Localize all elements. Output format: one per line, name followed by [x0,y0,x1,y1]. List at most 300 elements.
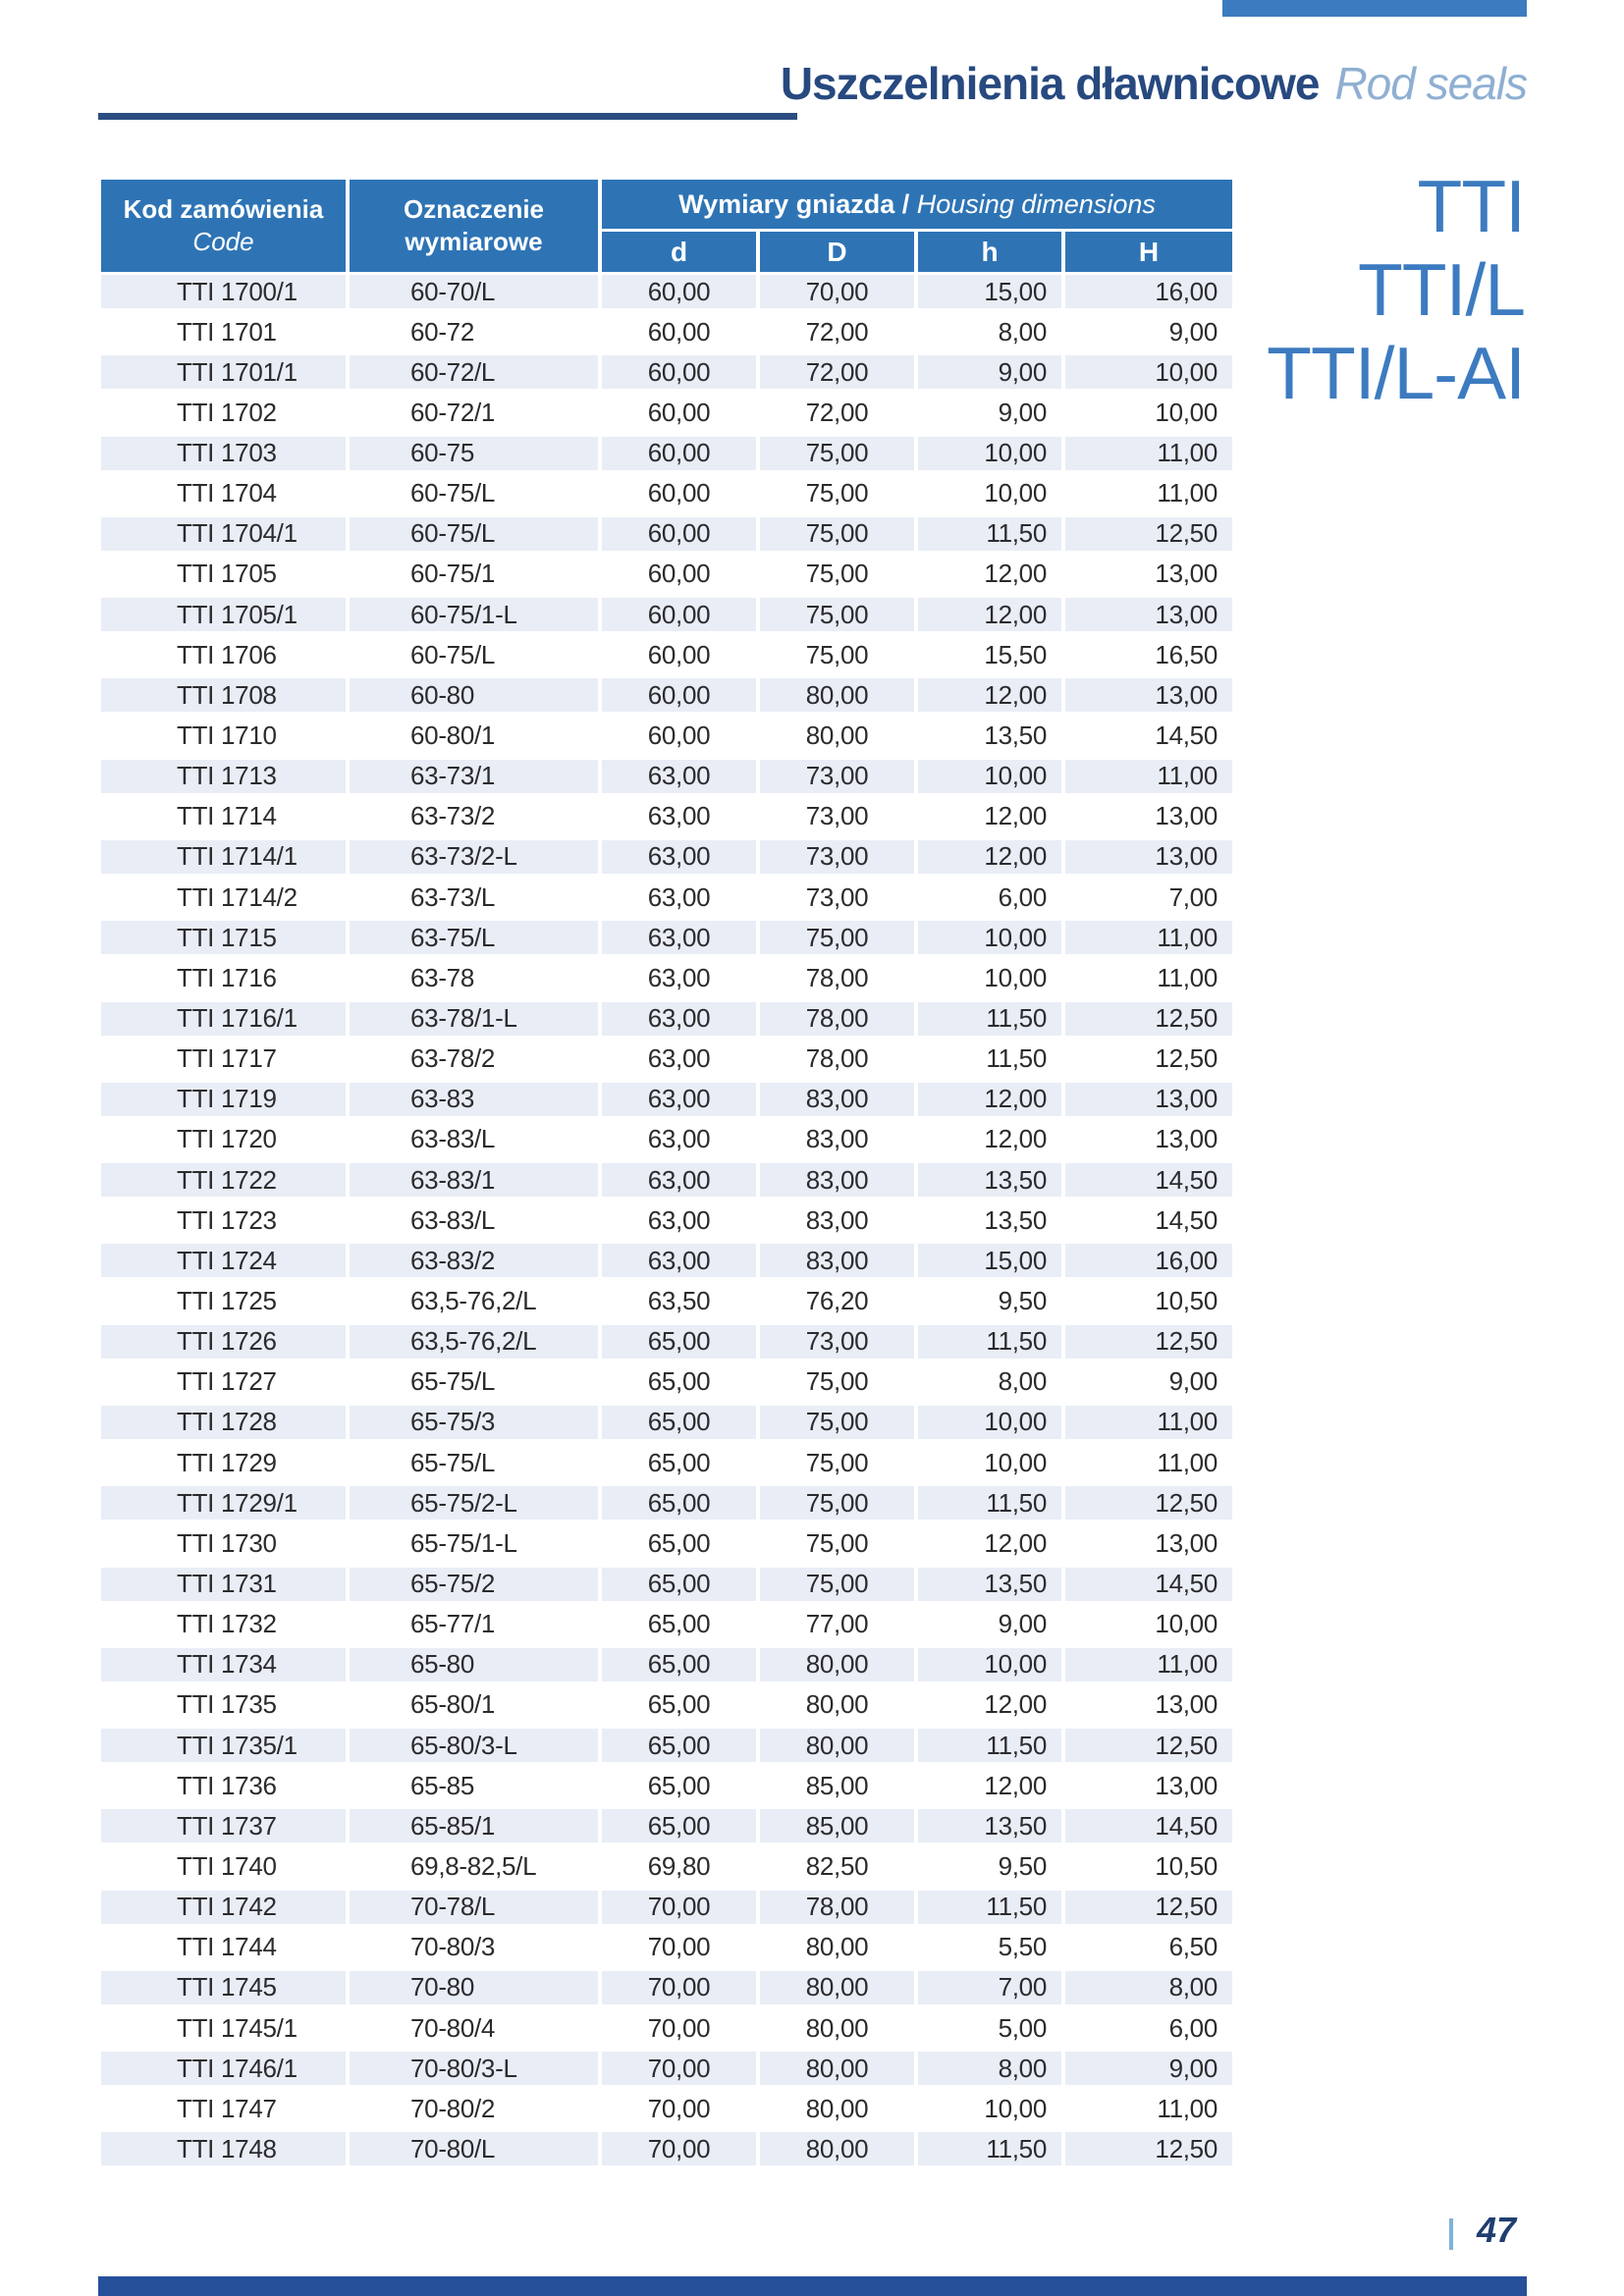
table-row [101,881,1232,914]
cell-size: 60-80/1 [350,720,598,753]
cell-h: 8,00 [918,315,1061,348]
cell-d: 63,00 [602,1002,756,1036]
cell-code: TTI 1742 [101,1891,346,1924]
table-row [101,1042,1232,1076]
cell-code: TTI 1701/1 [101,355,346,389]
cell-H: 16,50 [1065,638,1232,671]
cell-size: 65-75/L [350,1365,598,1399]
cell-code: TTI 1748 [101,2132,346,2165]
cell-D: 73,00 [760,881,914,914]
series-label-tti-l-ai: TTI/L-AI [1267,332,1525,414]
cell-code: TTI 1700/1 [101,275,346,308]
cell-code: TTI 1708 [101,678,346,712]
cell-code: TTI 1744 [101,1931,346,1964]
cell-D: 70,00 [760,275,914,308]
cell-code: TTI 1735/1 [101,1729,346,1762]
cell-d: 65,00 [602,1526,756,1560]
cell-D: 78,00 [760,1042,914,1076]
cell-d: 63,00 [602,881,756,914]
cell-code: TTI 1740 [101,1849,346,1883]
cell-h: 8,00 [918,1365,1061,1399]
header-col-d: d [602,232,756,272]
cell-H: 12,50 [1065,1002,1232,1036]
cell-code: TTI 1714/2 [101,881,346,914]
cell-d: 60,00 [602,275,756,308]
cell-h: 10,00 [918,477,1061,510]
cell-H: 13,00 [1065,1688,1232,1722]
cell-D: 75,00 [760,1446,914,1479]
cell-H: 16,00 [1065,275,1232,308]
cell-D: 80,00 [760,1971,914,2004]
table-row [101,1526,1232,1560]
cell-code: TTI 1736 [101,1769,346,1802]
cell-H: 13,00 [1065,678,1232,712]
cell-D: 73,00 [760,760,914,793]
cell-size: 63-83/L [350,1203,598,1237]
cell-code: TTI 1706 [101,638,346,671]
cell-H: 12,50 [1065,2132,1232,2165]
table-row [101,1486,1232,1520]
cell-h: 13,50 [918,720,1061,753]
cell-d: 60,00 [602,477,756,510]
cell-d: 63,00 [602,1042,756,1076]
cell-code: TTI 1704 [101,477,346,510]
cell-h: 7,00 [918,1971,1061,2004]
cell-d: 63,00 [602,800,756,833]
cell-H: 11,00 [1065,2092,1232,2125]
page-title-en: Rod seals [1334,58,1527,109]
header-code-column [101,180,346,272]
header-housing-title [602,180,1232,229]
cell-size: 63-73/L [350,881,598,914]
cell-size: 65-75/L [350,1446,598,1479]
table-row [101,598,1232,631]
cell-h: 13,50 [918,1203,1061,1237]
cell-D: 78,00 [760,961,914,994]
table-row [101,437,1232,470]
cell-H: 13,00 [1065,558,1232,591]
cell-H: 11,00 [1065,1446,1232,1479]
header-size-column [350,180,598,272]
cell-code: TTI 1732 [101,1608,346,1641]
header-col-H: H [1065,232,1232,272]
cell-h: 10,00 [918,921,1061,954]
cell-D: 83,00 [760,1244,914,1277]
cell-d: 63,00 [602,1123,756,1156]
cell-size: 70-80/2 [350,2092,598,2125]
cell-code: TTI 1729 [101,1446,346,1479]
cell-code: TTI 1737 [101,1809,346,1842]
table-row [101,1163,1232,1197]
cell-D: 83,00 [760,1083,914,1116]
cell-code: TTI 1704/1 [101,517,346,551]
cell-D: 75,00 [760,477,914,510]
table-row [101,638,1232,671]
cell-d: 65,00 [602,1648,756,1682]
cell-h: 11,50 [918,1486,1061,1520]
cell-D: 80,00 [760,1648,914,1682]
cell-D: 80,00 [760,2052,914,2085]
cell-code: TTI 1724 [101,1244,346,1277]
cell-code: TTI 1745/1 [101,2011,346,2045]
cell-h: 11,50 [918,1002,1061,1036]
cell-size: 65-80/3-L [350,1729,598,1762]
cell-d: 65,00 [602,1325,756,1359]
cell-H: 10,00 [1065,1608,1232,1641]
table-row [101,396,1232,429]
cell-d: 65,00 [602,1809,756,1842]
cell-D: 75,00 [760,1568,914,1601]
cell-H: 10,00 [1065,355,1232,389]
cell-size: 60-75 [350,437,598,470]
cell-D: 80,00 [760,1931,914,1964]
cell-size: 65-80/1 [350,1688,598,1722]
cell-h: 11,50 [918,517,1061,551]
table-row [101,678,1232,712]
page-heading [781,57,1527,110]
cell-D: 76,20 [760,1285,914,1318]
cell-code: TTI 1730 [101,1526,346,1560]
cell-d: 70,00 [602,2052,756,2085]
table-row [101,2132,1232,2165]
cell-H: 11,00 [1065,760,1232,793]
cell-size: 70-80/L [350,2132,598,2165]
cell-d: 70,00 [602,1931,756,1964]
cell-code: TTI 1723 [101,1203,346,1237]
cell-D: 75,00 [760,437,914,470]
header-size-line1: Oznaczenie [403,194,545,224]
cell-size: 70-80/4 [350,2011,598,2045]
cell-H: 6,00 [1065,2011,1232,2045]
cell-h: 12,00 [918,1688,1061,1722]
table-row [101,1769,1232,1802]
cell-H: 13,00 [1065,840,1232,874]
cell-h: 12,00 [918,1123,1061,1156]
cell-size: 65-75/2 [350,1568,598,1601]
cell-size: 63-83/2 [350,1244,598,1277]
cell-D: 75,00 [760,1365,914,1399]
cell-d: 63,00 [602,840,756,874]
cell-d: 70,00 [602,1891,756,1924]
cell-H: 7,00 [1065,881,1232,914]
cell-code: TTI 1702 [101,396,346,429]
cell-D: 82,50 [760,1849,914,1883]
cell-H: 14,50 [1065,720,1232,753]
cell-h: 12,00 [918,1083,1061,1116]
table-row [101,1406,1232,1439]
cell-h: 12,00 [918,1769,1061,1802]
table-header [101,180,1232,272]
cell-h: 10,00 [918,2092,1061,2125]
cell-code: TTI 1745 [101,1971,346,2004]
cell-size: 65-85 [350,1769,598,1802]
cell-code: TTI 1703 [101,437,346,470]
cell-H: 12,50 [1065,1729,1232,1762]
cell-H: 12,50 [1065,517,1232,551]
cell-d: 60,00 [602,638,756,671]
top-accent-bar [1222,0,1527,17]
header-code-en: Code [192,227,254,256]
cell-h: 9,00 [918,396,1061,429]
header-col-h: h [918,232,1061,272]
cell-D: 80,00 [760,2132,914,2165]
cell-size: 63-83/1 [350,1163,598,1197]
table-row [101,760,1232,793]
cell-H: 9,00 [1065,1365,1232,1399]
cell-D: 73,00 [760,1325,914,1359]
cell-code: TTI 1728 [101,1406,346,1439]
cell-h: 12,00 [918,678,1061,712]
cell-h: 10,00 [918,760,1061,793]
page-number-tick [1449,2218,1453,2250]
cell-d: 63,00 [602,1083,756,1116]
cell-d: 65,00 [602,1486,756,1520]
table-row [101,1083,1232,1116]
table-row [101,1123,1232,1156]
cell-d: 70,00 [602,1971,756,2004]
cell-size: 60-72/L [350,355,598,389]
cell-D: 80,00 [760,2092,914,2125]
cell-size: 60-75/L [350,638,598,671]
cell-code: TTI 1715 [101,921,346,954]
cell-size: 63-83/L [350,1123,598,1156]
cell-H: 13,00 [1065,1526,1232,1560]
table-row [101,1244,1232,1277]
cell-h: 12,00 [918,558,1061,591]
cell-h: 9,00 [918,355,1061,389]
cell-H: 14,50 [1065,1203,1232,1237]
cell-h: 11,50 [918,1042,1061,1076]
cell-H: 11,00 [1065,1406,1232,1439]
cell-h: 11,50 [918,2132,1061,2165]
cell-size: 63-75/L [350,921,598,954]
cell-code: TTI 1720 [101,1123,346,1156]
cell-H: 10,50 [1065,1849,1232,1883]
cell-size: 63-78 [350,961,598,994]
cell-H: 14,50 [1065,1163,1232,1197]
product-series-labels [1267,165,1525,415]
cell-d: 63,00 [602,1163,756,1197]
cell-d: 60,00 [602,720,756,753]
cell-d: 60,00 [602,517,756,551]
table-row [101,1849,1232,1883]
cell-D: 75,00 [760,1486,914,1520]
cell-h: 12,00 [918,1526,1061,1560]
cell-H: 10,50 [1065,1285,1232,1318]
table-row [101,961,1232,994]
cell-D: 80,00 [760,1688,914,1722]
cell-size: 60-72/1 [350,396,598,429]
cell-H: 11,00 [1065,437,1232,470]
cell-d: 70,00 [602,2011,756,2045]
cell-h: 15,50 [918,638,1061,671]
cell-D: 85,00 [760,1809,914,1842]
cell-D: 78,00 [760,1891,914,1924]
cell-size: 60-75/L [350,477,598,510]
cell-d: 60,00 [602,678,756,712]
header-code-pl: Kod zamówienia [123,194,324,224]
cell-H: 13,00 [1065,598,1232,631]
cell-code: TTI 1719 [101,1083,346,1116]
cell-d: 60,00 [602,437,756,470]
table-row [101,800,1232,833]
cell-h: 15,00 [918,275,1061,308]
cell-H: 13,00 [1065,1083,1232,1116]
table-row [101,1688,1232,1722]
cell-d: 65,00 [602,1608,756,1641]
cell-D: 73,00 [760,840,914,874]
cell-H: 11,00 [1065,477,1232,510]
page-title-pl: Uszczelnienia dławnicowe [780,58,1320,109]
cell-d: 65,00 [602,1365,756,1399]
cell-size: 65-85/1 [350,1809,598,1842]
cell-size: 65-75/3 [350,1406,598,1439]
cell-d: 60,00 [602,315,756,348]
cell-size: 70-80/3 [350,1931,598,1964]
cell-d: 63,50 [602,1285,756,1318]
cell-D: 75,00 [760,1526,914,1560]
cell-D: 75,00 [760,638,914,671]
cell-D: 78,00 [760,1002,914,1036]
cell-size: 60-75/1 [350,558,598,591]
cell-H: 12,50 [1065,1891,1232,1924]
cell-size: 60-75/L [350,517,598,551]
cell-code: TTI 1713 [101,760,346,793]
cell-code: TTI 1716 [101,961,346,994]
cell-size: 63-83 [350,1083,598,1116]
cell-h: 11,50 [918,1325,1061,1359]
table-row [101,275,1232,308]
cell-code: TTI 1716/1 [101,1002,346,1036]
cell-h: 5,00 [918,2011,1061,2045]
cell-D: 83,00 [760,1203,914,1237]
heading-rule [98,113,797,120]
cell-H: 14,50 [1065,1568,1232,1601]
cell-code: TTI 1701 [101,315,346,348]
cell-d: 65,00 [602,1406,756,1439]
cell-d: 69,80 [602,1849,756,1883]
header-size-line2: wymiarowe [405,227,543,256]
cell-H: 12,50 [1065,1042,1232,1076]
cell-H: 8,00 [1065,1971,1232,2004]
cell-h: 11,50 [918,1891,1061,1924]
cell-h: 10,00 [918,1446,1061,1479]
cell-h: 12,00 [918,840,1061,874]
cell-h: 5,50 [918,1931,1061,1964]
table-row [101,1971,1232,2004]
table-row [101,1648,1232,1682]
cell-H: 11,00 [1065,921,1232,954]
series-label-tti-l: TTI/L [1357,248,1525,331]
cell-D: 72,00 [760,315,914,348]
cell-H: 14,50 [1065,1809,1232,1842]
cell-D: 73,00 [760,800,914,833]
cell-size: 63-78/1-L [350,1002,598,1036]
cell-H: 13,00 [1065,1769,1232,1802]
cell-H: 6,50 [1065,1931,1232,1964]
cell-D: 83,00 [760,1163,914,1197]
cell-size: 69,8-82,5/L [350,1849,598,1883]
table-row [101,2011,1232,2045]
cell-h: 10,00 [918,437,1061,470]
cell-code: TTI 1714 [101,800,346,833]
cell-d: 63,00 [602,760,756,793]
header-sub-columns [602,232,1232,272]
table-row [101,1325,1232,1359]
cell-h: 6,00 [918,881,1061,914]
header-housing-pl: Wymiary gniazda / [678,188,917,219]
table-row [101,921,1232,954]
cell-D: 80,00 [760,2011,914,2045]
cell-h: 11,50 [918,1729,1061,1762]
cell-d: 63,00 [602,961,756,994]
cell-size: 63,5-76,2/L [350,1325,598,1359]
cell-size: 65-77/1 [350,1608,598,1641]
table-row [101,720,1232,753]
cell-h: 12,00 [918,800,1061,833]
cell-code: TTI 1725 [101,1285,346,1318]
cell-h: 10,00 [918,1406,1061,1439]
cell-d: 65,00 [602,1769,756,1802]
table-row [101,1608,1232,1641]
cell-h: 15,00 [918,1244,1061,1277]
cell-h: 10,00 [918,961,1061,994]
table-body [101,275,1232,2165]
table-row [101,477,1232,510]
table-row [101,1285,1232,1318]
cell-h: 13,50 [918,1163,1061,1197]
cell-size: 63-73/2-L [350,840,598,874]
cell-code: TTI 1717 [101,1042,346,1076]
cell-D: 77,00 [760,1608,914,1641]
cell-code: TTI 1746/1 [101,2052,346,2085]
table-row [101,517,1232,551]
table-row [101,1203,1232,1237]
cell-d: 65,00 [602,1729,756,1762]
cell-H: 9,00 [1065,2052,1232,2085]
cell-D: 75,00 [760,921,914,954]
cell-h: 13,50 [918,1809,1061,1842]
table-row [101,2052,1232,2085]
table-row [101,1809,1232,1842]
cell-d: 63,00 [602,1203,756,1237]
header-housing-group [602,180,1232,272]
table-row [101,1365,1232,1399]
cell-size: 60-80 [350,678,598,712]
cell-d: 65,00 [602,1446,756,1479]
cell-code: TTI 1705/1 [101,598,346,631]
cell-code: TTI 1726 [101,1325,346,1359]
cell-code: TTI 1727 [101,1365,346,1399]
cell-code: TTI 1747 [101,2092,346,2125]
cell-D: 85,00 [760,1769,914,1802]
cell-H: 12,50 [1065,1486,1232,1520]
cell-size: 60-70/L [350,275,598,308]
cell-H: 12,50 [1065,1325,1232,1359]
cell-d: 60,00 [602,558,756,591]
table-row [101,1729,1232,1762]
cell-code: TTI 1734 [101,1648,346,1682]
cell-d: 60,00 [602,355,756,389]
cell-h: 9,50 [918,1285,1061,1318]
cell-H: 11,00 [1065,961,1232,994]
cell-h: 12,00 [918,598,1061,631]
cell-D: 80,00 [760,1729,914,1762]
table-row [101,1568,1232,1601]
cell-size: 70-80 [350,1971,598,2004]
table-row [101,840,1232,874]
cell-size: 63,5-76,2/L [350,1285,598,1318]
